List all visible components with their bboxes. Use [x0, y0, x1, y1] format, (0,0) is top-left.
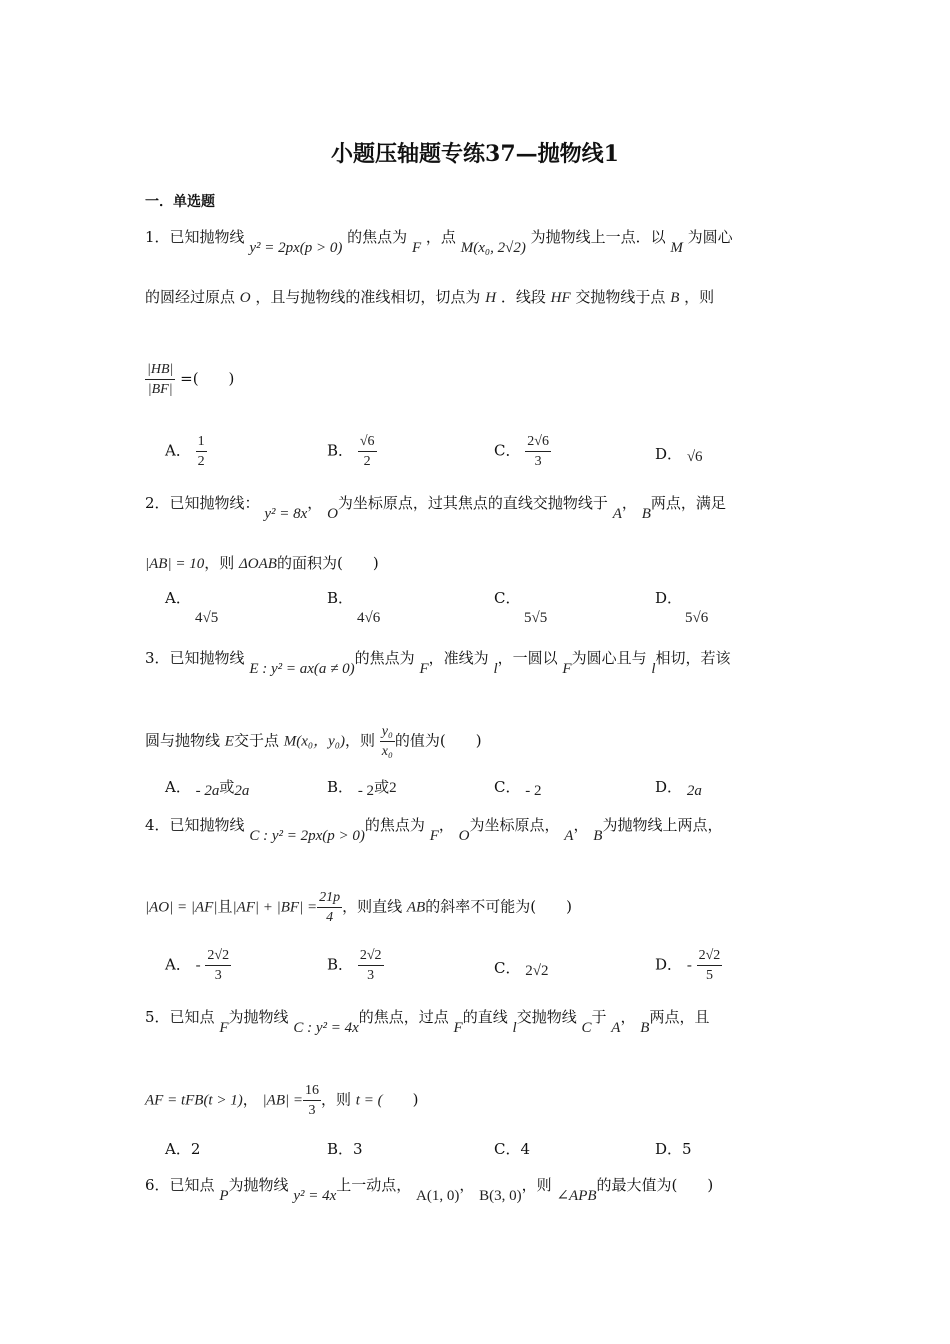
- option-label: C．: [494, 441, 521, 460]
- q2-line2: [145, 552, 379, 573]
- option-fraction: [205, 946, 231, 985]
- q2-option-a[interactable]: [165, 587, 218, 627]
- q3-text: 相切，若该: [655, 649, 731, 667]
- q5-text: 的焦点，过点: [358, 1008, 449, 1026]
- q1-text: ，则: [684, 288, 715, 306]
- q2-math: A: [612, 506, 622, 522]
- option-value: 2a: [686, 783, 702, 799]
- frac-num: √6: [358, 432, 377, 452]
- q2-text: 的面积为( ): [276, 554, 379, 572]
- option-value: 2: [190, 1140, 201, 1158]
- frac-num: 1: [196, 432, 207, 452]
- q6-line1: [145, 1174, 714, 1204]
- q6-text: 为抛物线: [228, 1176, 289, 1194]
- q1-option-c[interactable]: [494, 432, 551, 471]
- frac-den: 3: [214, 968, 222, 983]
- q5-math: C: [581, 1020, 592, 1036]
- q4-option-b[interactable]: [327, 946, 384, 985]
- option-value: 2: [389, 780, 397, 796]
- q5-text: ，: [242, 1090, 258, 1109]
- q1-option-d[interactable]: [655, 443, 703, 464]
- option-label: A．: [165, 441, 191, 460]
- q6-math: P: [219, 1188, 229, 1204]
- q2-math: ΔOAB: [239, 556, 277, 572]
- q1-text: ，点: [425, 228, 456, 246]
- q3-text: 已知抛物线: [169, 649, 245, 667]
- q1-text: 的焦点为: [347, 228, 408, 246]
- q2-text: 已知抛物线：: [169, 494, 260, 512]
- q4-math: F: [429, 828, 439, 844]
- q1-text: 为抛物线上一点．以: [530, 228, 666, 246]
- q5-option-d[interactable]: [655, 1138, 692, 1159]
- frac-den: 3: [534, 454, 542, 469]
- option-fraction: [525, 432, 551, 471]
- q1-text: 为圆心: [687, 228, 733, 246]
- option-label: A．: [165, 589, 191, 607]
- frac-num: 2√2: [697, 946, 723, 966]
- option-fraction: [358, 946, 384, 985]
- option-label: D．: [655, 778, 683, 796]
- option-text: 或: [219, 778, 235, 796]
- q4-frac-den: 4: [326, 910, 334, 925]
- frac-num: 2√2: [205, 946, 231, 966]
- q1-fraction: [145, 360, 175, 399]
- option-value: 2√2: [525, 963, 549, 979]
- q4-text: 已知抛物线: [169, 816, 245, 834]
- q4-text: 且: [217, 897, 233, 916]
- q1-text: 交抛物线于点: [575, 288, 666, 306]
- q3-text: 交于点: [233, 731, 279, 750]
- q3-line2: [145, 722, 482, 761]
- q3-math: l: [651, 661, 656, 677]
- q2-option-b[interactable]: [327, 587, 380, 627]
- q3-math: F: [419, 661, 429, 677]
- section-heading: 一．单选题: [145, 194, 215, 210]
- q3-text: ，准线为: [428, 649, 489, 667]
- q4-line1: [145, 814, 723, 844]
- q4-text: 为坐标原点，: [469, 816, 560, 834]
- frac-num: 2√2: [358, 946, 384, 966]
- q4-fraction: [317, 888, 342, 927]
- page-title: 小题压轴题专练37—抛物线1: [331, 141, 619, 167]
- q1-math: O: [239, 290, 251, 306]
- q2-math: |AB| = 10: [145, 556, 205, 572]
- q1-math: M: [670, 240, 683, 256]
- option-label: C．: [494, 778, 521, 796]
- q1-math: y² = 2px(p > 0): [249, 240, 343, 256]
- q3-option-c[interactable]: [494, 776, 542, 797]
- option-fraction: [358, 432, 377, 471]
- q4-text: 为抛物线上两点，: [602, 816, 723, 834]
- q1-line3: [145, 360, 234, 399]
- option-label: D．: [655, 1140, 683, 1158]
- q5-frac-num: 16: [303, 1081, 321, 1101]
- q1-math: F: [411, 240, 422, 256]
- option-label: D．: [655, 955, 683, 974]
- q3-math: E : y² = ax(a ≠ 0): [249, 661, 355, 677]
- q5-math: AF = tFB(t > 1): [145, 1092, 243, 1109]
- q5-text: 的直线: [462, 1008, 508, 1026]
- q3-text: 的焦点为: [354, 649, 415, 667]
- q6-math: y² = 4x: [293, 1188, 337, 1204]
- option-label: C．: [494, 589, 521, 607]
- option-label: C．: [494, 1140, 521, 1158]
- q3-text: 的值为( ): [394, 731, 482, 750]
- q4-option-d[interactable]: [655, 946, 722, 985]
- q5-option-c[interactable]: [494, 1138, 530, 1159]
- q3-option-b[interactable]: [327, 776, 397, 797]
- q3-option-d[interactable]: [655, 776, 702, 797]
- q4-text: 的焦点为: [364, 816, 425, 834]
- q3-frac-num: y₀: [380, 722, 395, 742]
- q1-text: =( ): [180, 369, 235, 388]
- q3-math: M(x₀，y₀): [283, 733, 345, 750]
- q4-option-c[interactable]: [494, 957, 549, 978]
- q3-math: l: [493, 661, 498, 677]
- q3-text: ，一圆以: [497, 649, 558, 667]
- q1-frac-den: |BF|: [147, 382, 173, 397]
- q4-math: |AO| = |AF|: [145, 899, 218, 916]
- q1-math: M(x₀, 2√2): [460, 240, 526, 256]
- q2-option-d[interactable]: [655, 587, 708, 627]
- q4-text: ，: [573, 816, 589, 834]
- option-value: 4: [520, 1140, 531, 1158]
- q5-math: B: [640, 1020, 650, 1036]
- q4-math: O: [458, 828, 470, 844]
- q1-option-a[interactable]: [165, 432, 207, 471]
- q5-math: l: [512, 1020, 517, 1036]
- option-label: B．: [327, 778, 354, 796]
- option-label: A．: [165, 778, 191, 796]
- q1-text: 已知抛物线: [169, 228, 245, 246]
- q1-math: B: [670, 290, 680, 306]
- q5-math: F: [453, 1020, 463, 1036]
- q5-text: 两点，且: [649, 1008, 710, 1026]
- q1-line2: [145, 286, 714, 307]
- q4-text: 的斜率不可能为( ): [425, 897, 572, 916]
- q2-option-c[interactable]: [494, 587, 547, 627]
- option-value: 2a: [234, 783, 250, 799]
- option-value: 4√5: [195, 610, 219, 626]
- q6-text: 已知点: [169, 1176, 215, 1194]
- option-label: B．: [327, 1140, 354, 1158]
- q4-frac-num: 21p: [317, 888, 342, 908]
- q4-line2: [145, 888, 572, 927]
- q5-fraction: [303, 1081, 321, 1120]
- q5-text: 为抛物线: [228, 1008, 289, 1026]
- q5-line1: [145, 1006, 710, 1036]
- q5-text: 已知点: [169, 1008, 215, 1026]
- q6-number: 6．: [145, 1176, 170, 1194]
- option-label: A．: [165, 1140, 191, 1158]
- frac-den: 5: [705, 968, 713, 983]
- q4-number: 4．: [145, 816, 170, 834]
- option-sign: -: [686, 957, 692, 974]
- option-value: 3: [353, 1140, 363, 1158]
- q1-text: 的圆经过原点: [145, 288, 236, 306]
- frac-den: 2: [197, 454, 205, 469]
- q2-math: B: [641, 506, 651, 522]
- q2-text: ，则: [204, 554, 235, 572]
- q4-math: AB: [406, 899, 426, 916]
- q5-text: ): [382, 1090, 419, 1109]
- q6-text: 上一动点，: [336, 1176, 412, 1194]
- q2-text: ，: [621, 494, 637, 512]
- q4-math: |AF| + |BF| =: [232, 899, 318, 916]
- q3-text: 为圆心且与: [571, 649, 647, 667]
- option-fraction: [196, 432, 207, 471]
- q5-text: 于: [591, 1008, 607, 1026]
- q2-text: ，: [307, 494, 323, 512]
- option-label: C．: [494, 959, 521, 977]
- option-sign: -: [195, 957, 201, 974]
- q5-text: ，: [620, 1008, 636, 1026]
- option-value: 5√5: [524, 610, 548, 626]
- option-label: A．: [165, 955, 191, 974]
- q2-text: 为坐标原点，过其焦点的直线交抛物线于: [337, 494, 608, 512]
- q4-math: A: [564, 828, 574, 844]
- q1-option-b[interactable]: [327, 432, 377, 471]
- q6-text: ，则: [521, 1176, 552, 1194]
- option-value: - 2: [525, 783, 542, 799]
- q3-math: F: [562, 661, 572, 677]
- option-fraction: [697, 946, 723, 985]
- q5-math: C : y² = 4x: [293, 1020, 359, 1036]
- frac-den: 2: [363, 454, 371, 469]
- q4-math: B: [593, 828, 603, 844]
- q6-math: B(3, 0): [479, 1188, 522, 1204]
- q5-option-b[interactable]: [327, 1138, 363, 1159]
- option-label: D．: [655, 589, 683, 607]
- q4-text: ，: [438, 816, 454, 834]
- q5-option-a[interactable]: [165, 1138, 200, 1159]
- q2-math: y² = 8x: [264, 506, 308, 522]
- q4-text: ，则直线: [342, 897, 403, 916]
- frac-den: 3: [367, 968, 375, 983]
- frac-num: 2√6: [525, 432, 551, 452]
- q1-frac-num: |HB|: [145, 360, 175, 380]
- option-text: 或: [374, 778, 390, 796]
- q2-text: 两点，满足: [650, 494, 726, 512]
- option-value: 4√6: [357, 610, 381, 626]
- q6-text: ，: [459, 1176, 475, 1194]
- q2-math: O: [327, 506, 338, 522]
- option-value: √6: [686, 449, 703, 465]
- q6-math: A(1, 0): [416, 1188, 460, 1204]
- q5-number: 5．: [145, 1008, 170, 1026]
- q6-math: ∠APB: [556, 1188, 597, 1204]
- q6-text: 的最大值为( ): [596, 1176, 714, 1194]
- q5-line2: [145, 1081, 418, 1120]
- q5-text: 交抛物线: [516, 1008, 577, 1026]
- q3-number: 3．: [145, 649, 170, 667]
- q5-math: |AB| =: [262, 1092, 303, 1109]
- option-value: 5: [682, 1140, 692, 1158]
- q4-option-a[interactable]: [165, 946, 231, 985]
- q3-text: 圆与抛物线: [145, 731, 221, 750]
- option-value: 5√6: [685, 610, 709, 626]
- q3-text: ，则: [345, 731, 376, 750]
- q5-text: ，则: [320, 1090, 351, 1109]
- q3-math: E: [224, 733, 234, 750]
- q1-number: 1．: [145, 228, 170, 246]
- q5-math: t = (: [355, 1092, 383, 1109]
- option-label: D．: [655, 445, 683, 463]
- q1-text: ，且与抛物线的准线相切，切点为: [255, 288, 481, 306]
- option-label: B．: [327, 441, 354, 460]
- option-value: - 2: [357, 783, 375, 799]
- q5-math: A: [611, 1020, 621, 1036]
- q3-fraction: [380, 722, 395, 761]
- q2-line1: [145, 492, 726, 522]
- option-value: - 2a: [195, 783, 220, 799]
- q1-math: H: [485, 290, 497, 306]
- q3-line1: [145, 647, 731, 677]
- q1-line1: [145, 226, 733, 256]
- q1-math: HF: [550, 290, 571, 306]
- q4-math: C : y² = 2px(p > 0): [249, 828, 365, 844]
- q5-math: F: [219, 1020, 229, 1036]
- q3-option-a[interactable]: [165, 776, 249, 797]
- option-label: B．: [327, 589, 354, 607]
- q2-number: 2．: [145, 494, 170, 512]
- option-label: B．: [327, 955, 354, 974]
- q5-frac-den: 3: [308, 1103, 316, 1118]
- q1-text: ．线段: [500, 288, 546, 306]
- q3-frac-den: x₀: [381, 744, 393, 759]
